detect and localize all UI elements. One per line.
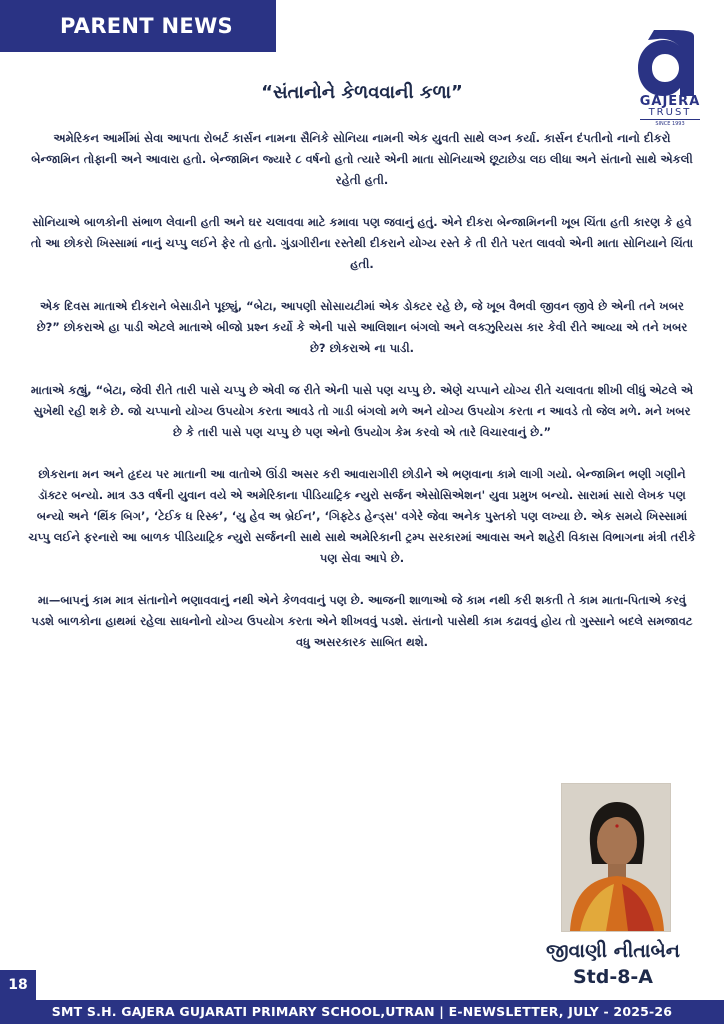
- article-title: “સંતાનોને કેળવવાની કળા”: [261, 82, 463, 103]
- author-portrait-icon: [562, 784, 670, 931]
- logo-since: SINCE 1993: [640, 119, 700, 127]
- author-name: જીવાણી નીતાબેન: [546, 940, 680, 962]
- article-body: [28, 128, 696, 674]
- author-class: Std-8-A: [572, 966, 654, 988]
- article-paragraph: છોકરાના મન અને હૃદય પર માતાની આ વાતોએ ઊંડી અસર કરી આવારાગીરી છોડીને એ ભણવાના કામે લાગી ગયો. બેન્જામિન ભણી ગણીને ડૉક્ટર બન્યો. માત્ર ૩૩ વર્ષની યુવાન વયે એ અમેરિકાના પીડિયાટ્રિક ન્યુરો સર્જન એસોસિએશન' યુવા પ્રમુખ બન્યો. સારામાં સારો લેખક પણ બન્યો અને ‘થિંક બિગ’, ‘ટેઈક ધ રિસ્ક’, ‘યુ હેવ અ બ્રેઈન’, ‘ગિફ્ટેડ હેન્ડ્સ' વગેરે જેવા અનેક પુસ્તકો પણ લખ્યા છે. એક સમયે ખિસ્સામાં ચપ્પુ લઈને ફરનારો આ બાળક પીડિયાટ્રિક ન્યુરો સર્જનની સાથે સાથે અમેરિકાની ટ્રમ્પ સરકારમાં આવાસ અને શહેરી વિકાસ વિભાગના મંત્રી તરીકે પણ સેવા આપે છે.: [28, 467, 696, 565]
- section-banner: [0, 0, 276, 52]
- footer-bar: SMT S.H. GAJERA GUJARATI PRIMARY SCHOOL,UTRAN | E-NEWSLETTER, JULY - 2025-26: [0, 1000, 724, 1024]
- article-paragraph: એક દિવસ માતાએ દીકરાને બેસાડીને પૂછ્યું, “બેટા, આપણી સોસાયટીમાં એક ડોક્ટર રહે છે, જે ખૂબ વૈભવી જીવન જીવે છે એની તને ખબર છે?” છોકરાએ હા પાડી એટલે માતાએ બીજો પ્રશ્ન કર્યો કે એની પાસે આલિશાન બંગલો અને લક્ઝુરિયસ કાર કેવી રીતે આવ્યા એ તને ખબર છે? છોકરાએ ના પાડી.: [36, 299, 688, 355]
- author-photo: [561, 783, 671, 932]
- logo-subtitle: TRUST: [648, 107, 692, 118]
- logo-name: GAJERA: [639, 94, 701, 109]
- article-paragraph: સોનિયાએ બાળકોની સંભાળ લેવાની હતી અને ઘર ચલાવવા માટે કમાવા પણ જવાનું હતું. એને દીકરા બેન્જામિનની ખૂબ ચિંતા હતી કારણ કે હવે તો આ છોકરો ખિસ્સામાં નાનું ચપ્પુ લઈને ફેર તો હતો. ગુંડાગીરીના રસ્તેથી દીકરાને યોગ્ય રસ્તે કે તી રીતે પરત લાવવો એની માતા સોનિયાને ચિંતા હતી.: [30, 215, 694, 271]
- article-paragraph: માતાએ કહ્યું, “બેટા, જેવી રીતે તારી પાસે ચપ્પુ છે એવી જ રીતે એની પાસે પણ ચપ્પુ છે. એણે ચપ્પાને યોગ્ય રીતે ચલાવતા શીખી લીધું એટલે એ સુખેથી રહી શકે છે. જો ચપ્પાનો યોગ્ય ઉપયોગ કરતા આવડે તો ગાડી બંગલો મળે અને યોગ્ય ઉપયોગ કરતા ન આવડે તો જેલ મળે. મને ખબર છે કે તારી પાસે પણ ચપ્પુ છે પણ એનો ઉપયોગ કેમ કરવો એ તારે વિચારવાનું છે.”: [30, 383, 694, 439]
- article-paragraph: મા—બાપનું કામ માત્ર સંતાનોને ભણાવવાનું નથી એને કેળવવાનું પણ છે. આજની શાળાઓ જે કામ નથી કરી શકતી તે કામ માતા-પિતાએ કરવું પડશે બાળકોના હાથમાં રહેલા સાધનોનો યોગ્ય ઉપયોગ કરતા એને શીખવવું પડશે. સંતાનો પાસેથી કામ કઢાવવું હોય તો ગુસ્સાને બદલે સમજાવટ વધુ અસરકારક સાબિત થશે.: [31, 593, 693, 649]
- page-number: 18: [0, 970, 36, 1000]
- banner-title: PARENT NEWS: [60, 14, 233, 38]
- article-paragraph: અમેરિકન આર્મીમાં સેવા આપતા રોબર્ટ કાર્સન નામના સૈનિકે સોનિયા નામની એક યુવતી સાથે લગ્ન કર્યા. કાર્સન દંપતીનો નાનો દીકરો બેન્જામિન તોફાની અને આવારા હતો. બેન્જામિન જ્યારે ૮ વર્ષનો હતો ત્યારે એની માતા સોનિયાએ છૂટાછેડા લઇ લીધા અને સંતાનો સાથે એકલી રહેતી હતી.: [31, 131, 693, 187]
